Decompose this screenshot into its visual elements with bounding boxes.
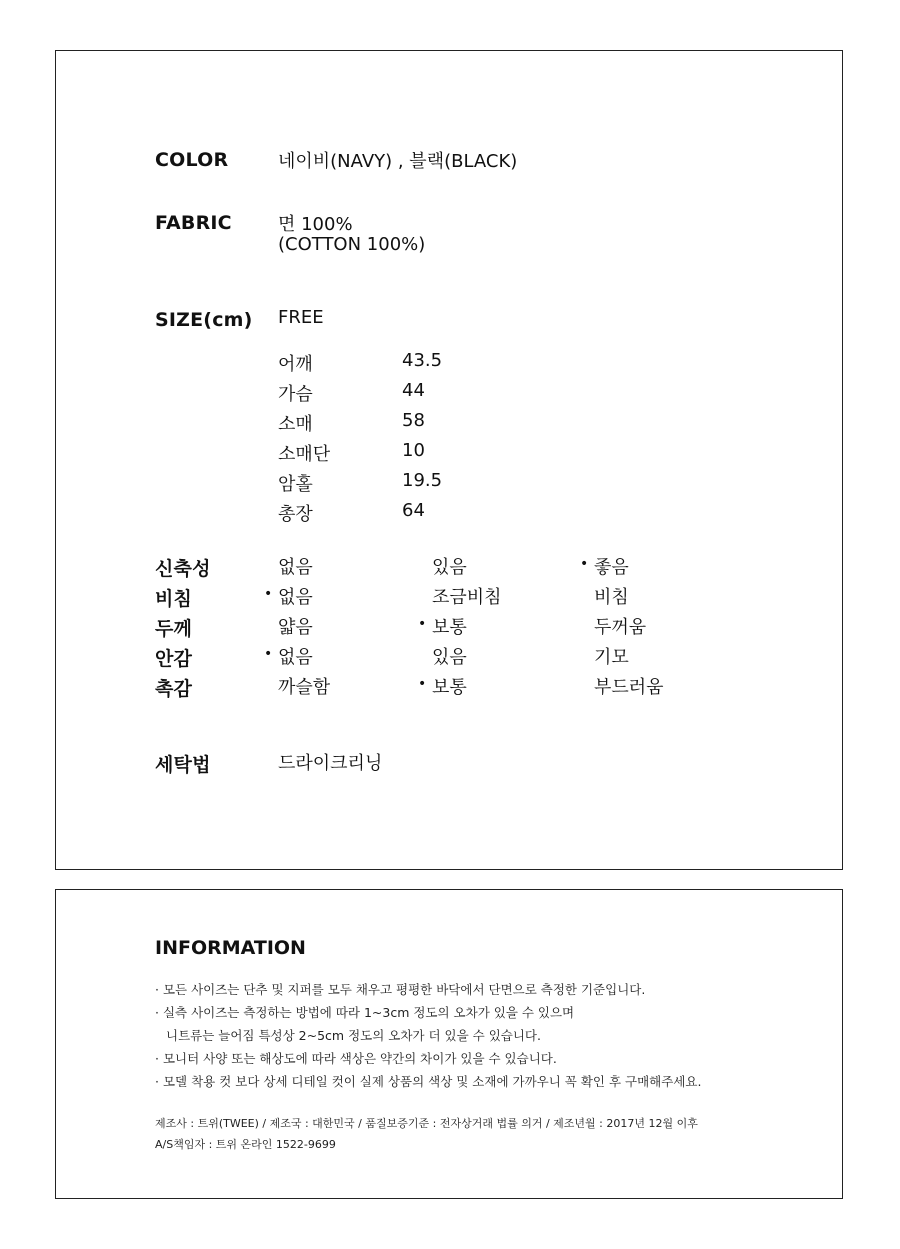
attribute-label: 안감 <box>155 648 193 670</box>
attribute-option-selected: 보통 <box>432 677 467 698</box>
attribute-option: 비침 <box>594 587 629 608</box>
attribute-label: 촉감 <box>155 678 193 700</box>
size-row-name: 총장 <box>278 504 313 525</box>
fabric-label: FABRIC <box>155 212 232 234</box>
product-detail-panel <box>55 50 843 870</box>
size-row-name: 어깨 <box>278 354 313 375</box>
attribute-option-selected: 좋음 <box>594 557 629 578</box>
attribute-option: 부드러움 <box>594 677 664 698</box>
size-row-name: 암홀 <box>278 474 313 495</box>
selected-bullet-icon: • <box>264 586 273 602</box>
information-line: · 모든 사이즈는 단추 및 지퍼를 모두 채우고 평평한 바닥에서 단면으로 측정한 기준입니다. <box>155 982 646 997</box>
attribute-option-selected: 없음 <box>278 587 313 608</box>
attribute-option: 얇음 <box>278 617 313 638</box>
attribute-option: 두꺼움 <box>594 617 647 638</box>
manufacturer-info: 제조사 : 트위(TWEE) / 제조국 : 대한민국 / 품질보증기준 : 전자상거래 법률 의거 / 제조년월 : 2017년 12월 이후 <box>155 1117 698 1130</box>
size-row-value: 58 <box>402 410 425 431</box>
selected-bullet-icon: • <box>264 646 273 662</box>
attribute-option: 없음 <box>278 557 313 578</box>
attribute-label: 신축성 <box>155 558 211 580</box>
fabric-value-line1: 면 100% <box>278 214 353 235</box>
information-line: · 모델 착용 컷 보다 상세 디테일 컷이 실제 상품의 색상 및 소재에 가까우니 꼭 확인 후 구매해주세요. <box>155 1074 702 1089</box>
color-label: COLOR <box>155 149 229 171</box>
selected-bullet-icon: • <box>418 616 427 632</box>
size-row-name: 소매 <box>278 414 313 435</box>
size-row-value: 43.5 <box>402 350 443 371</box>
attribute-option: 기모 <box>594 647 629 668</box>
information-panel <box>55 889 843 1199</box>
size-row-value: 10 <box>402 440 425 461</box>
wash-value: 드라이크리닝 <box>278 753 383 774</box>
size-name: FREE <box>278 307 324 328</box>
size-row-name: 소매단 <box>278 444 331 465</box>
fabric-value-line2: (COTTON 100%) <box>278 234 426 255</box>
selected-bullet-icon: • <box>580 556 589 572</box>
selected-bullet-icon: • <box>418 676 427 692</box>
attribute-option: 까슬함 <box>278 677 331 698</box>
attribute-option: 조금비침 <box>432 587 502 608</box>
as-contact-info: A/S책임자 : 트위 온라인 1522-9699 <box>155 1138 336 1151</box>
wash-label: 세탁법 <box>155 754 211 776</box>
attribute-option-selected: 없음 <box>278 647 313 668</box>
information-line: 니트류는 늘어짐 특성상 2~5cm 정도의 오차가 더 있을 수 있습니다. <box>166 1028 541 1043</box>
information-line: · 실측 사이즈는 측정하는 방법에 따라 1~3cm 정도의 오차가 있을 수 있으며 <box>155 1005 575 1020</box>
size-label: SIZE(cm) <box>155 309 253 331</box>
attribute-label: 비침 <box>155 588 193 610</box>
attribute-option: 있음 <box>432 647 467 668</box>
information-line: · 모니터 사양 또는 해상도에 따라 색상은 약간의 차이가 있을 수 있습니다. <box>155 1051 557 1066</box>
size-row-value: 44 <box>402 380 425 401</box>
attribute-option-selected: 보통 <box>432 617 467 638</box>
size-row-value: 19.5 <box>402 470 443 491</box>
size-row-value: 64 <box>402 500 425 521</box>
information-title: INFORMATION <box>155 937 306 959</box>
attribute-option: 있음 <box>432 557 467 578</box>
size-row-name: 가슴 <box>278 384 313 405</box>
color-value: 네이비(NAVY) , 블랙(BLACK) <box>278 151 518 172</box>
attribute-label: 두께 <box>155 618 193 640</box>
